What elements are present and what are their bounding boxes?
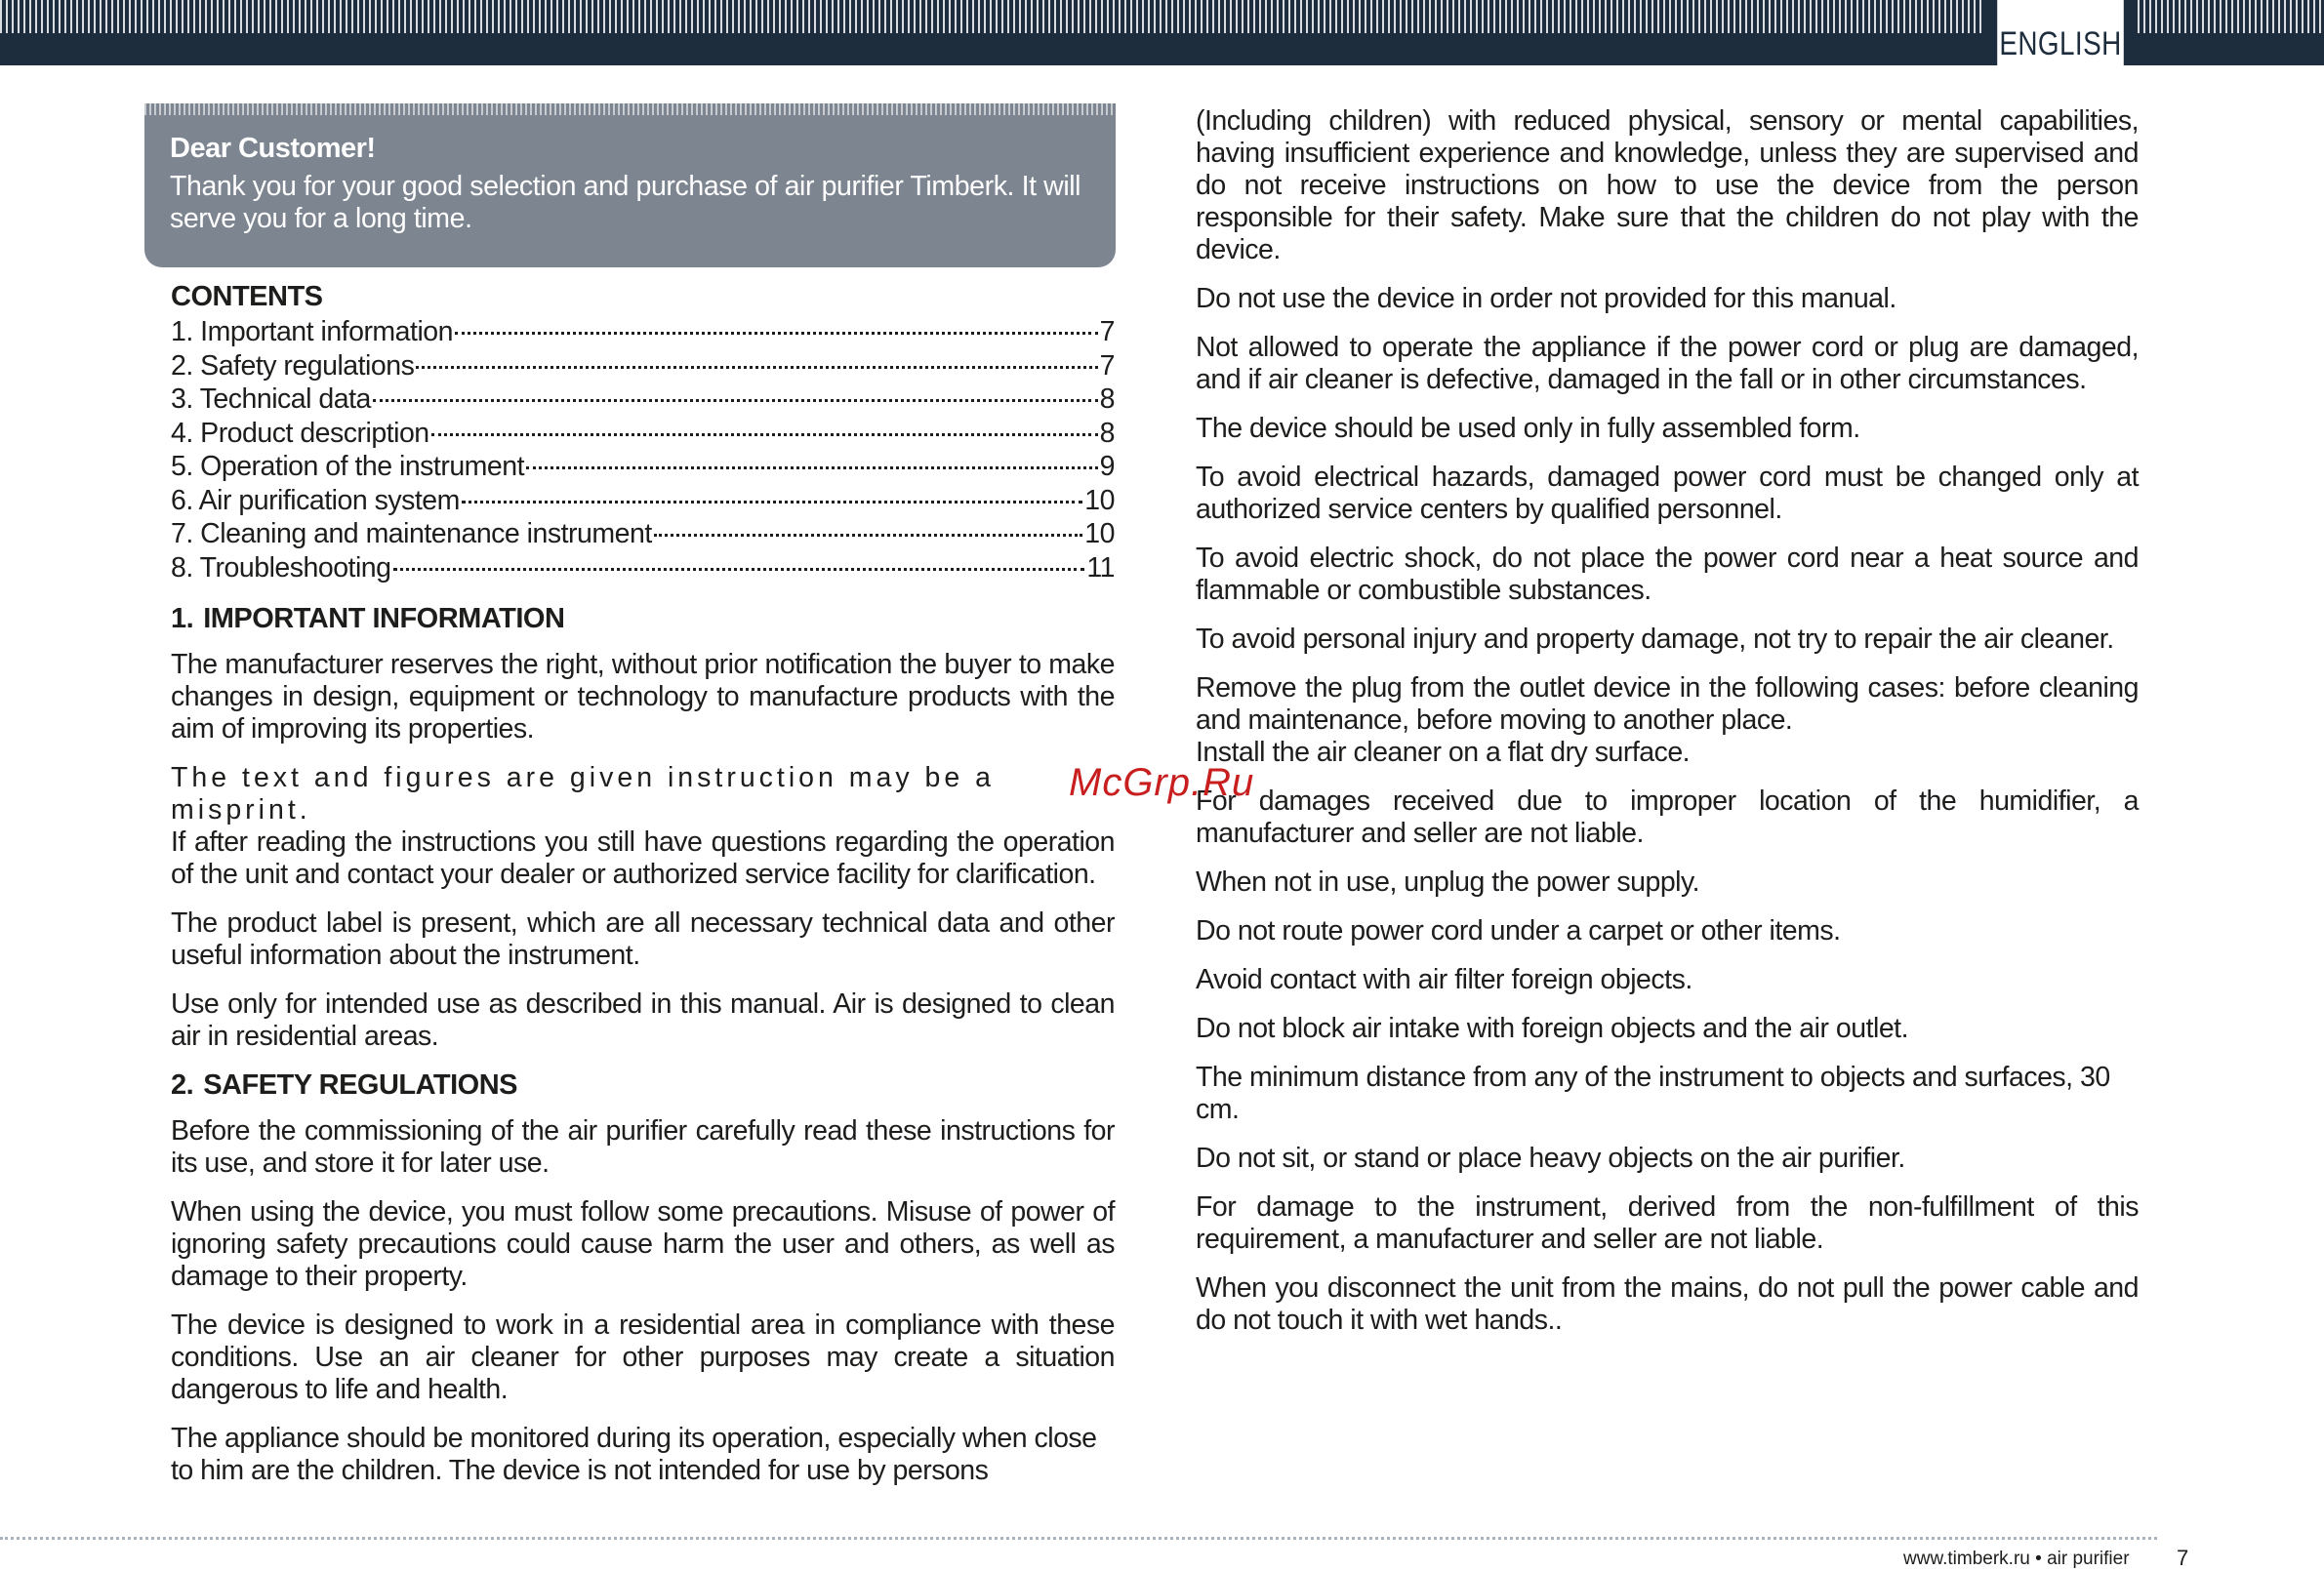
top-header-bar — [0, 0, 2324, 65]
left-column — [171, 281, 1115, 1504]
paragraph: If after reading the instructions you still have questions regarding the operation of the unit and contact your dealer or authorized service facility for clarification. — [171, 826, 1115, 890]
paragraph: The appliance should be monitored during its operation, especially when close to him are the children. The device is not intended for use by persons — [171, 1423, 1097, 1486]
paragraph: The manufacturer reserves the right, without prior notification the buyer to make changes in design, equipment or technology to manufacture products with the aim of improving its properties. — [171, 649, 1115, 745]
footer-site: www.timberk.ru • air purifier — [1903, 1549, 2130, 1569]
watermark: McGrp.Ru — [1069, 761, 1255, 804]
paragraph: To avoid personal injury and property damage, not try to repair the air cleaner. — [1196, 624, 2114, 655]
greeting-text: Thank you for your good selection and purchase of air purifier Timberk. It will serve you for a long time. — [170, 171, 1081, 234]
paragraph: Install the air cleaner on a flat dry surface. — [1196, 737, 1691, 768]
language-label: ENGLISH — [1997, 0, 2124, 65]
paragraph: To avoid electric shock, do not place the power cord near a heat source and flammable or combustible substances. — [1196, 543, 2139, 606]
paragraph: To avoid electrical hazards, damaged power cord must be changed only at authorized service centers by qualified personnel. — [1196, 462, 2139, 525]
toc-item[interactable]: 7. Cleaning and maintenance instrument 10 — [171, 518, 1115, 549]
right-column — [1196, 105, 2139, 1353]
paragraph: When using the device, you must follow some precautions. Misuse of power of ignoring safety precautions could cause harm the user and others, as well as damage to their property. — [171, 1196, 1115, 1292]
paragraph: For damages received due to improper location of the humidifier, a manufacturer and seller are not liable. — [1196, 786, 2139, 849]
footer-divider — [0, 1537, 2157, 1540]
header-stripes — [0, 0, 1983, 33]
toc-item[interactable]: 8. Troubleshooting 11 — [171, 551, 1115, 584]
contents-title: CONTENTS — [171, 281, 323, 312]
greeting-title: Dear Customer! — [170, 133, 376, 164]
greeting-hatch — [144, 103, 1116, 115]
toc-item[interactable]: 4. Product description 8 — [171, 417, 1115, 449]
toc-item[interactable]: 2. Safety regulations 7 — [171, 349, 1115, 382]
paragraph: Not allowed to operate the appliance if the power cord or plug are damaged, and if air cleaner is defective, damaged in the fall or in other circumstances. — [1196, 332, 2139, 395]
paragraph: When not in use, unplug the power supply. — [1196, 866, 1700, 898]
paragraph: Do not route power cord under a carpet or other items. — [1196, 915, 1841, 947]
toc-item[interactable]: 1. Important information 7 — [171, 316, 1115, 347]
paragraph: The minimum distance from any of the instrument to objects and surfaces, 30 cm. — [1196, 1062, 2110, 1125]
toc-item[interactable]: 6. Air purification system 10 — [171, 484, 1115, 516]
paragraph: Remove the plug from the outlet device in the following cases: before cleaning and maintenance, before moving to another place. — [1196, 672, 2139, 736]
toc-item[interactable]: 5. Operation of the instrument 9 — [171, 451, 1115, 482]
toc-item[interactable]: 3. Technical data 8 — [171, 383, 1115, 415]
paragraph: The device is designed to work in a residential area in compliance with these conditions. Use an air cleaner for other purposes may create a situation dangerous to life and health. — [171, 1309, 1115, 1405]
paragraph: When you disconnect the unit from the mains, do not pull the power cable and do not touch it with wet hands.. — [1196, 1272, 2139, 1336]
paragraph: Use only for intended use as described in this manual. Air is designed to clean air in residential areas. — [171, 988, 1115, 1052]
paragraph: The text and figures are given instruction may be a misprint. — [171, 762, 996, 826]
greeting-box — [144, 103, 1116, 267]
paragraph: Before the commissioning of the air purifier carefully read these instructions for its use, and store it for later use. — [171, 1115, 1115, 1179]
paragraph: Do not block air intake with foreign objects and the air outlet. — [1196, 1013, 1909, 1044]
paragraph: For damage to the instrument, derived from the non-fulfillment of this requirement, a manufacturer and seller are not liable. — [1196, 1191, 2139, 1255]
paragraph: Do not sit, or stand or place heavy objects on the air purifier. — [1196, 1143, 1905, 1174]
section-2-heading: 2. SAFETY REGULATIONS — [171, 1069, 518, 1101]
paragraph: The device should be used only in fully assembled form. — [1196, 413, 1860, 444]
paragraph: Avoid contact with air filter foreign objects. — [1196, 964, 1692, 995]
table-of-contents — [171, 316, 1115, 585]
page-number: 7 — [2177, 1546, 2189, 1570]
section-1-heading: 1. IMPORTANT INFORMATION — [171, 603, 565, 634]
paragraph: (Including children) with reduced physical, sensory or mental capabilities, having insufficient experience and knowledge, unless they are supervised and do not receive instructions on how to use the device from the person responsible for their safety. Make sure that the children do not play with the device. — [1196, 105, 2139, 265]
paragraph: Do not use the device in order not provided for this manual. — [1196, 283, 1896, 314]
header-stripes-right — [2138, 0, 2324, 33]
paragraph: The product label is present, which are all necessary technical data and other useful information about the instrument. — [171, 907, 1115, 971]
